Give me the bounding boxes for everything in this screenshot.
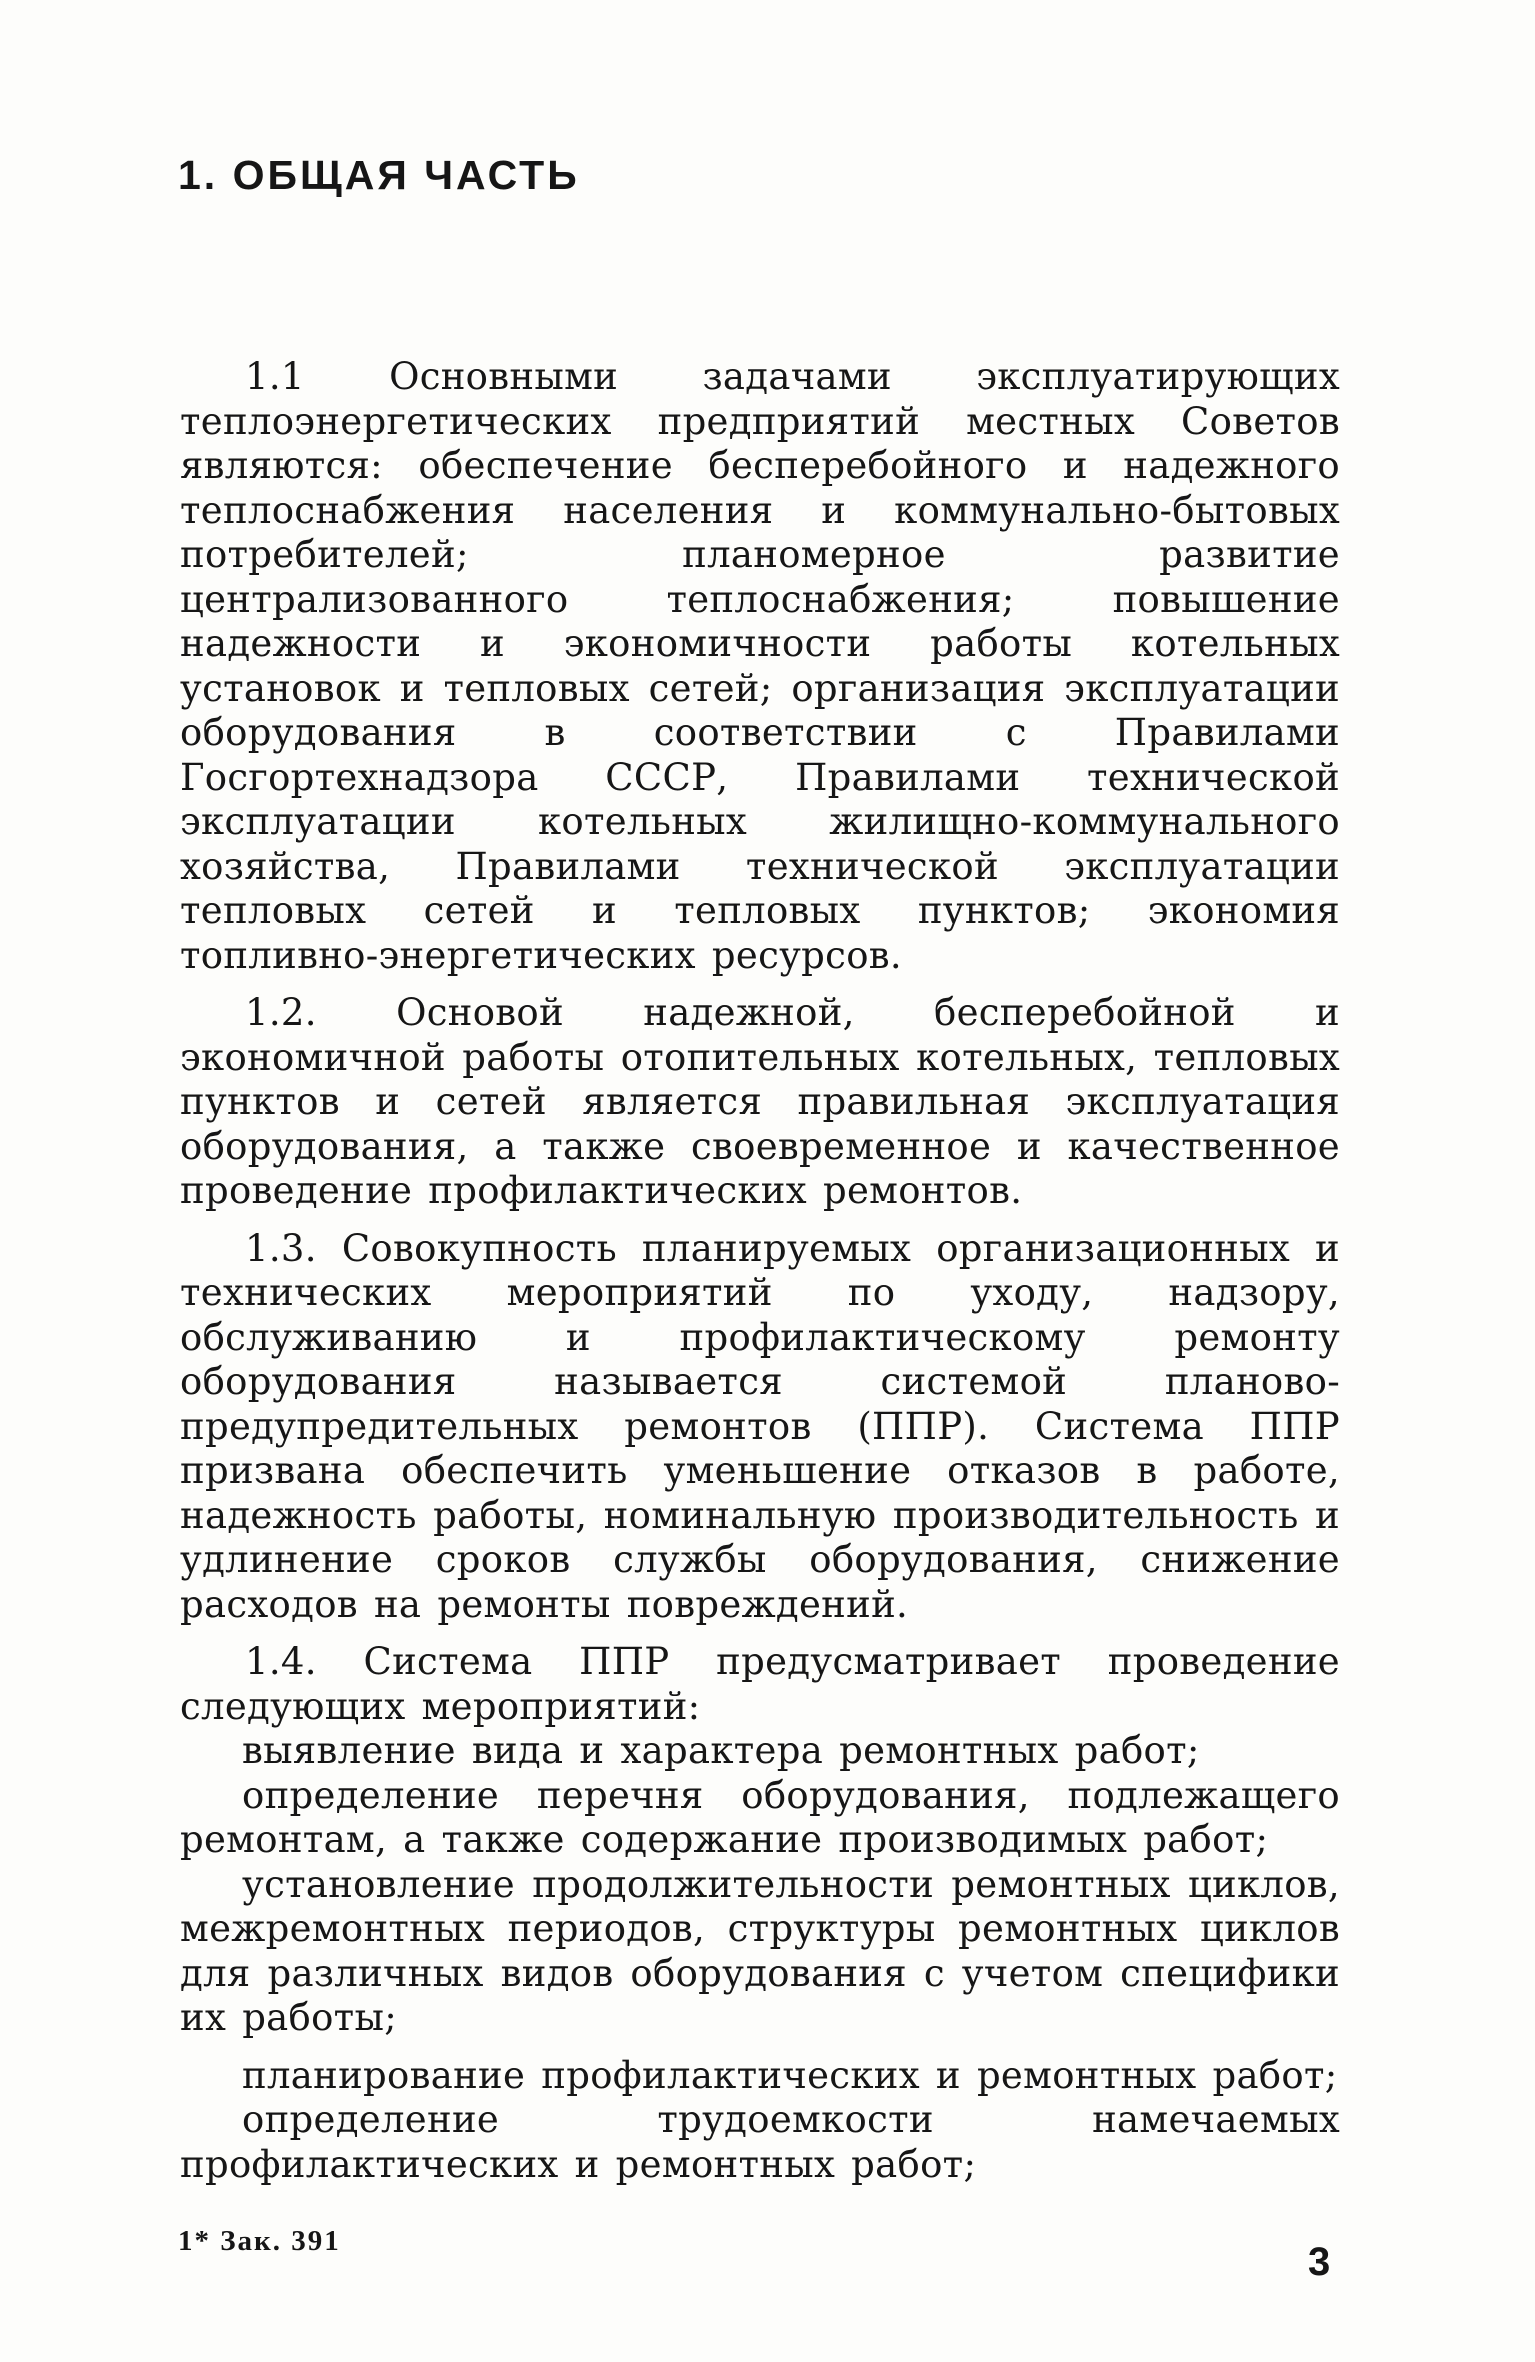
list-item: определение трудоемкости намечаемых профилактических и ремонтных работ;: [180, 2098, 1340, 2186]
paragraph-text: Система ППР предусматривает проведение следующих мероприятий:: [180, 1640, 1340, 1728]
footer-order-mark: 1* Зак. 391: [178, 2225, 341, 2257]
paragraph-1-1: [180, 355, 1340, 978]
body-text: [180, 355, 1340, 2187]
paragraph-text: Совокупность планируемых организационных и технических мероприятий по уходу, надзору, обслуживанию и профилактическому ремонту оборудования называется системой планово-предупредительных ремонтов (ППР). Система ППР призвана обеспечить уменьшение отказов в работе, надежность работы, номинальную производительность и удлинение сроков службы оборудования, снижение расходов на ремонты повреждений.: [180, 1226, 1341, 1626]
paragraph-number: 1.1: [245, 355, 305, 398]
paragraph-1-4: [180, 1640, 1340, 1729]
paragraph-number: 1.4.: [245, 1640, 317, 1683]
paragraph-text: Основой надежной, бесперебойной и экономичной работы отопительных котельных, тепловых пунктов и сетей является правильная эксплуатация оборудования, а также своевременное и качественное проведение профилактических ремонтов.: [180, 991, 1340, 1212]
list-item: планирование профилактических и ремонтных работ;: [242, 2053, 1338, 2097]
page-number: 3: [1308, 2240, 1331, 2284]
paragraph-text: Основными задачами эксплуатирующих теплоэнергетических предприятий местных Советов являются: обеспечение бесперебойного и надежного теплоснабжения населения и коммунально-бытовых потребителей; планомерное развитие централизованного теплоснабжения; повышение надежности и экономичности работы котельных установок и тепловых сетей; организация эксплуатации оборудования в соответствии с Правилами Госгортехнадзора СССР, Правилами технической эксплуатации котельных жилищно-коммунального хозяйства, Правилами технической эксплуатации тепловых сетей и тепловых пунктов; экономия топливно-энергетических ресурсов.: [180, 355, 1340, 977]
paragraph-1-2: [180, 991, 1340, 1214]
list-item: установление продолжительности ремонтных циклов, межремонтных периодов, структуры ремонтных циклов для различных видов оборудования с учетом специфики их работы;: [180, 1862, 1340, 2039]
section-heading: 1. ОБЩАЯ ЧАСТЬ: [178, 152, 580, 198]
paragraph-1-3: [180, 1227, 1340, 1628]
paragraph-number: 1.3.: [245, 1226, 317, 1270]
paragraph-number: 1.2.: [245, 991, 317, 1034]
list-item: выявление вида и характера ремонтных работ;: [242, 1729, 1200, 1772]
list-item: определение перечня оборудования, подлежащего ремонтам, а также содержание производимых работ;: [180, 1773, 1340, 1861]
